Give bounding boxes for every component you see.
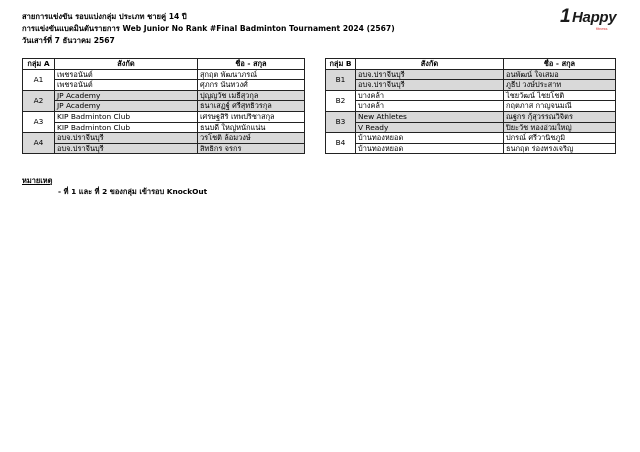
table-row: [23, 90, 305, 101]
table-row: [326, 69, 616, 80]
club-cell: เพชรอนันต์: [55, 69, 198, 80]
group-label: A4: [23, 133, 55, 154]
club-cell: บ้านทองหยอด: [356, 133, 504, 144]
group-label: B2: [326, 90, 356, 111]
remarks-title: หมายเหตุ: [22, 176, 53, 185]
group-b-table: [325, 58, 616, 154]
event-title: สายการแข่งขัน รอบแบ่งกลุ่ม ประเภท ชายคู่ 14 ปี: [22, 12, 187, 21]
player-cell: ไชยวัฒน์ ไชยโชติ: [504, 90, 616, 101]
table-row: [326, 111, 616, 122]
header-club: สังกัด: [356, 59, 504, 70]
table-row: [326, 143, 616, 154]
club-cell: อบจ.ปราจีนบุรี: [55, 143, 198, 154]
club-cell: เพชรอนันต์: [55, 80, 198, 91]
table-row: [326, 122, 616, 133]
club-cell: อบจ.ปราจีนบุรี: [356, 69, 504, 80]
logo-numeral: 1: [560, 6, 571, 27]
club-cell: บ้านทองหยอด: [356, 143, 504, 154]
header-club: สังกัด: [55, 59, 198, 70]
document-header: [22, 11, 395, 47]
table-row: [23, 122, 305, 133]
group-label: B1: [326, 69, 356, 90]
group-label: B3: [326, 111, 356, 132]
group-label: A1: [23, 69, 55, 90]
table-row: [23, 111, 305, 122]
table-row: [23, 143, 305, 154]
club-cell: บางคล้า: [356, 90, 504, 101]
header-group: กลุ่ม A: [23, 59, 55, 70]
tournament-name: การแข่งขันแบดมินตันรายการ Web Junior No Rank #Final Badminton Tournament 2024 (2567): [22, 24, 395, 33]
remark-item: - ที่ 1 และ ที่ 2 ของกลุ่ม เข้ารอบ KnockOut: [58, 187, 208, 196]
player-cell: สุกฤต พัฒนาภรณ์: [198, 69, 305, 80]
header-player: ชื่อ - สกุล: [504, 59, 616, 70]
club-cell: JP Academy: [55, 90, 198, 101]
player-cell: ปุญญวัช เมธีสุวกุล: [198, 90, 305, 101]
group-label: A2: [23, 90, 55, 111]
player-cell: ศุภกร นันทวงศ์: [198, 80, 305, 91]
table-row: [23, 80, 305, 91]
remarks-section: [22, 175, 207, 197]
club-cell: อบจ.ปราจีนบุรี: [55, 133, 198, 144]
table-header-row: [23, 59, 305, 70]
table-row: [23, 69, 305, 80]
event-date: วันเสาร์ที่ 7 ธันวาคม 2567: [22, 36, 115, 45]
club-cell: V Ready: [356, 122, 504, 133]
club-cell: อบจ.ปราจีนบุรี: [356, 80, 504, 91]
header-group: กลุ่ม B: [326, 59, 356, 70]
table-row: [326, 101, 616, 112]
player-cell: ณฐกร กุ้สุวรรณวิจิตร: [504, 111, 616, 122]
table-header-row: [326, 59, 616, 70]
player-cell: ธนบดี ใหญ่หนักแน่น: [198, 122, 305, 133]
player-cell: อนพัฒน์ ใจเสมอ: [504, 69, 616, 80]
group-label: B4: [326, 133, 356, 154]
header-player: ชื่อ - สกุล: [198, 59, 305, 70]
player-cell: ปิยะวัช ทองอ่วมใหญ่: [504, 122, 616, 133]
player-cell: ธนาเสฏฐ์ ศรีสุทธิวรกุล: [198, 101, 305, 112]
club-cell: New Athletes: [356, 111, 504, 122]
group-a-table: [22, 58, 305, 154]
group-label: A3: [23, 111, 55, 132]
table-row: [326, 133, 616, 144]
player-cell: วรโชติ ล้อมวงษ์: [198, 133, 305, 144]
club-cell: บางคล้า: [356, 101, 504, 112]
logo-word: Happy: [572, 9, 617, 26]
player-cell: ภูธีป วงษ์ประสาท: [504, 80, 616, 91]
player-cell: สิทธิกร จรกร: [198, 143, 305, 154]
player-cell: กฤตภาส กาญจนมณี: [504, 101, 616, 112]
brand-logo: [560, 6, 624, 36]
table-row: [326, 80, 616, 91]
club-cell: JP Academy: [55, 101, 198, 112]
group-a-body: [23, 69, 305, 154]
club-cell: KIP Badminton Club: [55, 111, 198, 122]
group-b-body: [326, 69, 616, 154]
player-cell: ธนกฤต ร่องทรงเจริญ: [504, 143, 616, 154]
player-cell: ปกรณ์ ศรีวานิชภูมิ: [504, 133, 616, 144]
logo-tagline: fitness: [596, 26, 608, 31]
player-cell: เศรษฐสิริ เทพปริชาสกุล: [198, 111, 305, 122]
club-cell: KIP Badminton Club: [55, 122, 198, 133]
table-row: [326, 90, 616, 101]
table-row: [23, 101, 305, 112]
table-row: [23, 133, 305, 144]
